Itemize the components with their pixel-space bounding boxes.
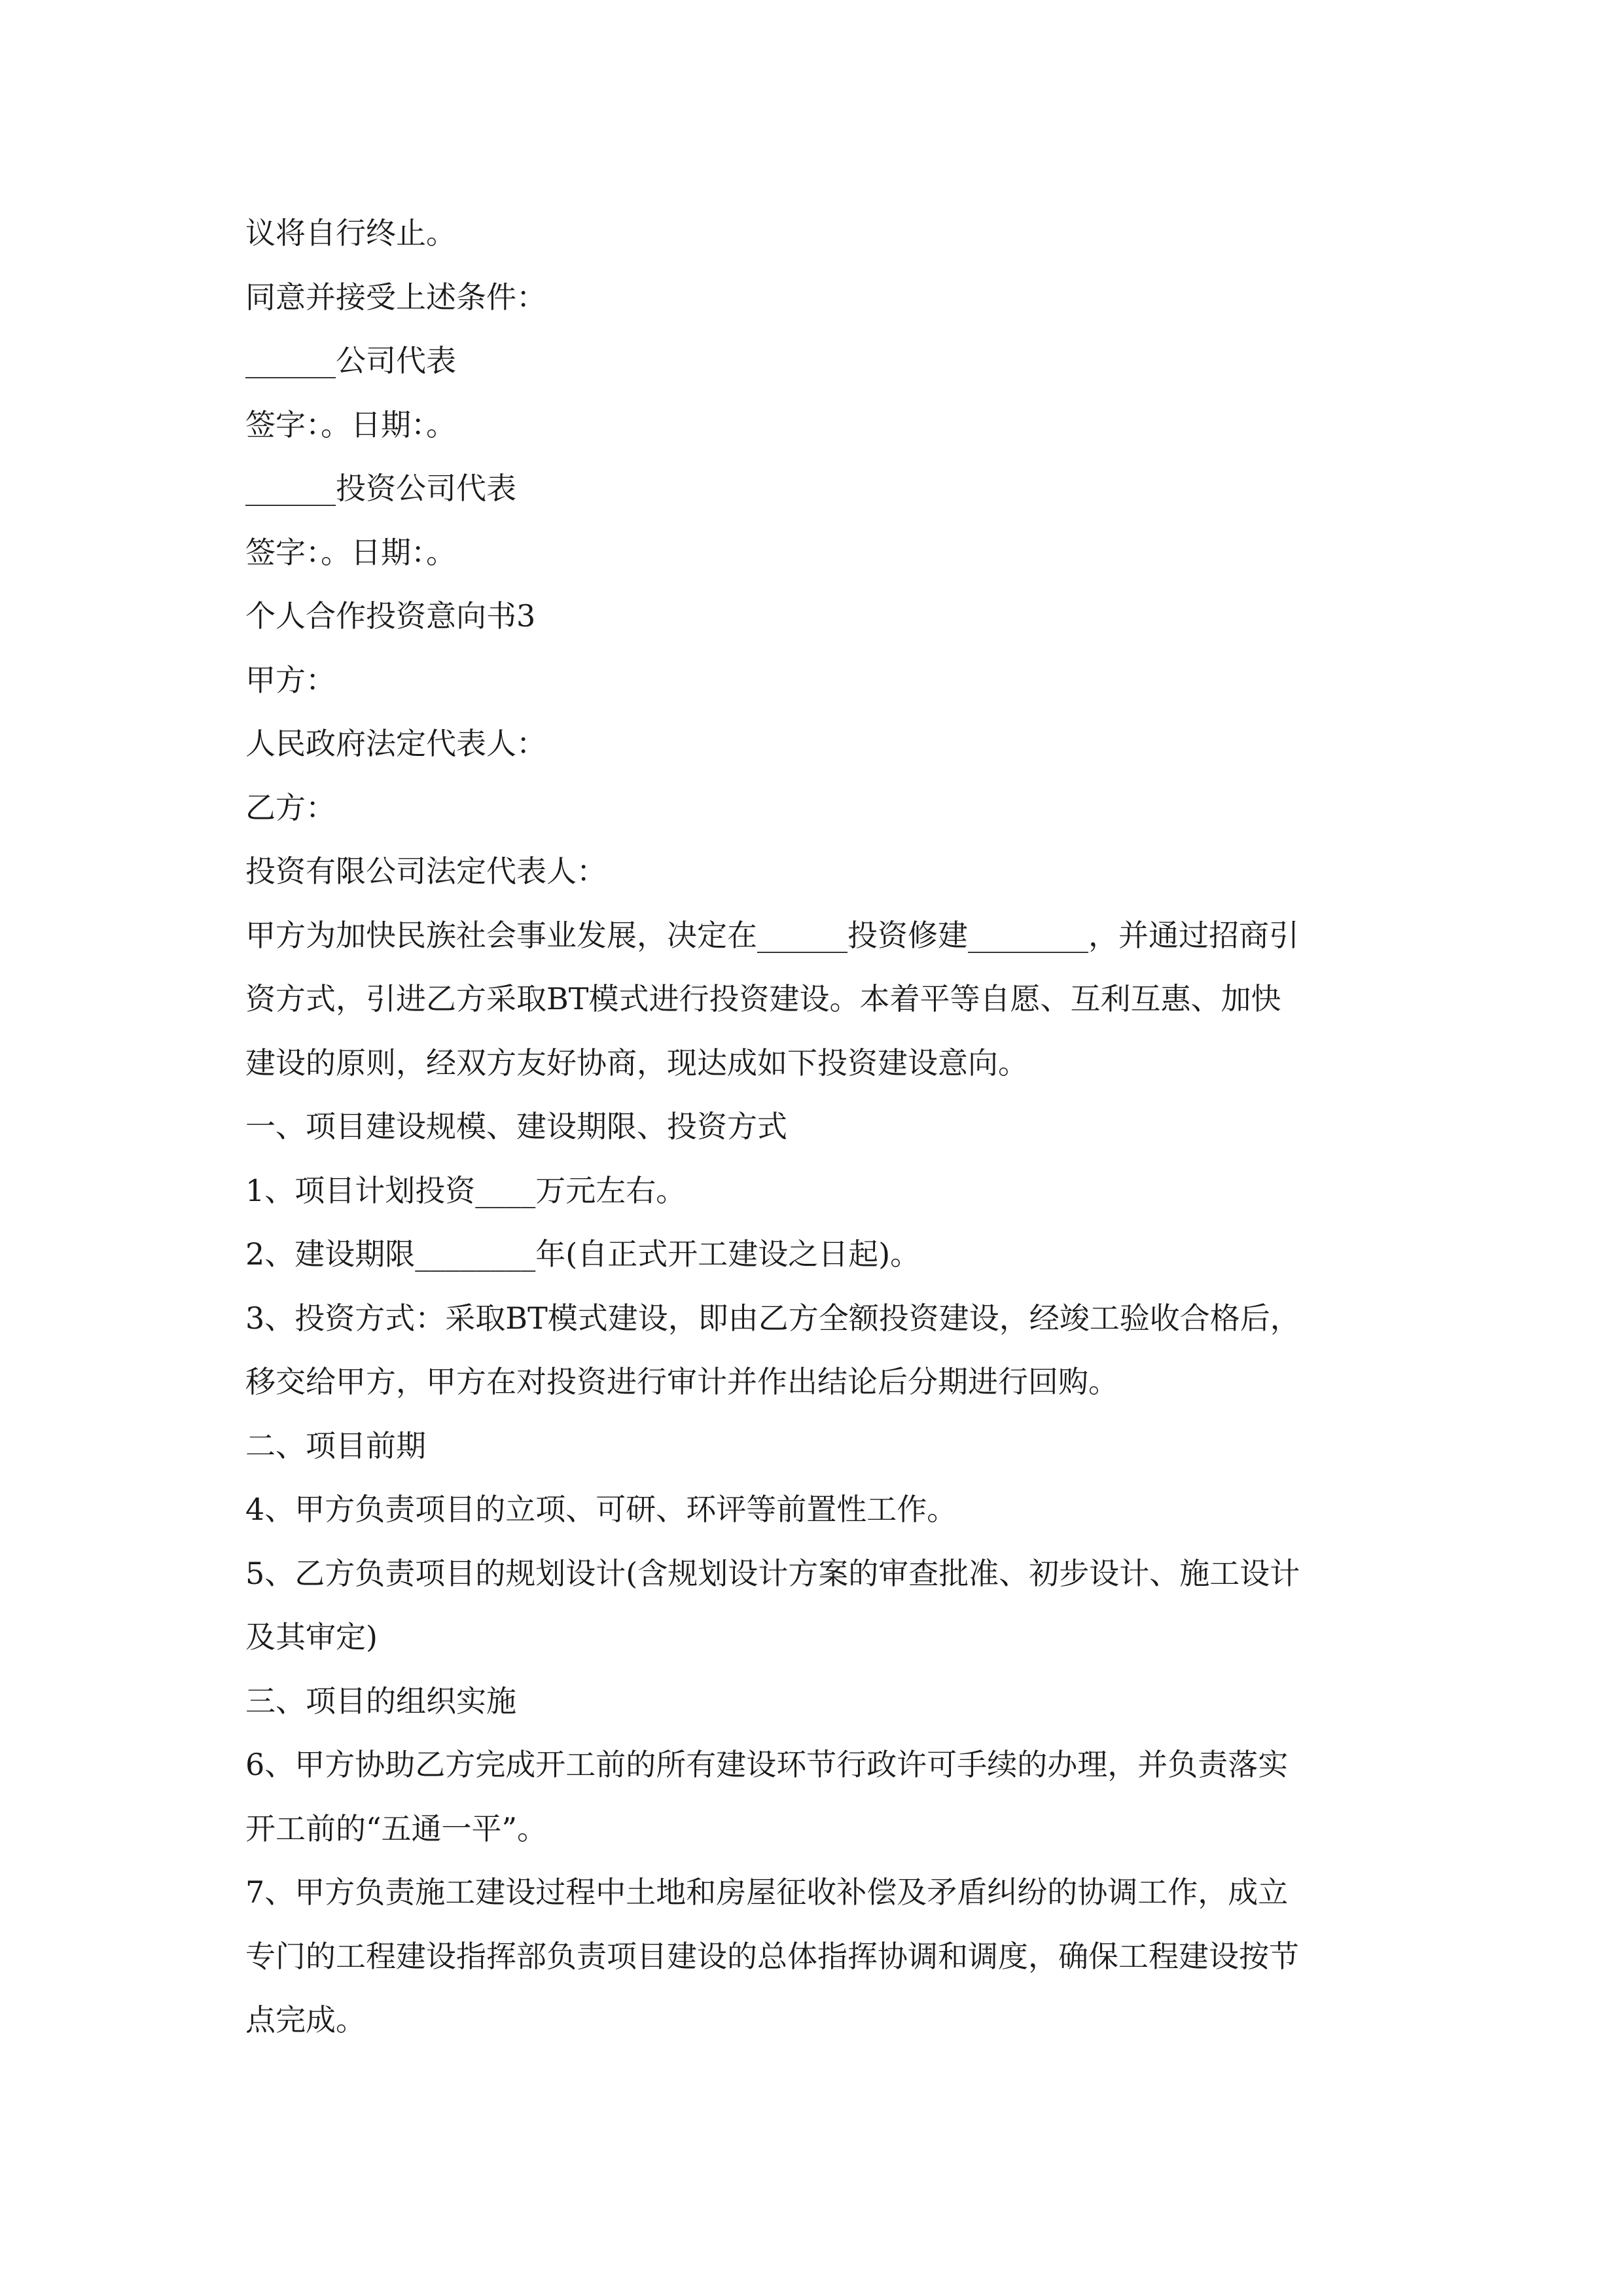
section-heading: 三、项目的组织实施: [245, 1683, 516, 1719]
text-line: 建设的原则，经双方友好协商，现达成如下投资建设意向。: [245, 1045, 1028, 1081]
text-line: 乙方：: [245, 789, 336, 825]
text-line: 4、甲方负责项目的立项、可研、环评等前置性工作。: [245, 1492, 957, 1527]
section-heading: 一、项目建设规模、建设期限、投资方式: [245, 1109, 787, 1144]
text-line: 3、投资方式：采取BT模式建设，即由乙方全额投资建设，经竣工验收合格后，: [245, 1300, 1300, 1336]
section-title: 个人合作投资意向书3: [245, 598, 536, 634]
text-line: 开工前的“五通一平”。: [245, 1810, 548, 1846]
text-line: 同意并接受上述条件：: [245, 279, 546, 315]
text-line: 2、建设期限________年(自正式开工建设之日起)。: [245, 1236, 921, 1272]
text-line: 议将自行终止。: [245, 215, 456, 251]
text-line: 1、项目计划投资____万元左右。: [245, 1172, 687, 1208]
text-line: 6、甲方协助乙方完成开工前的所有建设环节行政许可手续的办理，并负责落实: [245, 1747, 1289, 1782]
text-line: 7、甲方负责施工建设过程中土地和房屋征收补偿及矛盾纠纷的协调工作，成立: [245, 1874, 1289, 1910]
text-line: 甲方为加快民族社会事业发展，决定在______投资修建________，并通过招商引: [245, 917, 1299, 953]
text-line: 签字：。日期：。: [245, 406, 456, 442]
text-line: ______公司代表: [245, 343, 456, 378]
text-line: ______投资公司代表: [245, 471, 516, 506]
text-line: 投资有限公司法定代表人：: [245, 853, 607, 889]
text-line: 专门的工程建设指挥部负责项目建设的总体指挥协调和调度，确保工程建设按节: [245, 1938, 1299, 1974]
text-line: 人民政府法定代表人：: [245, 726, 546, 761]
document-body: [245, 202, 1397, 2053]
text-line: 及其审定): [245, 1619, 378, 1655]
text-line: 5、乙方负责项目的规划设计(含规划设计方案的审查批准、初步设计、施工设计: [245, 1555, 1300, 1591]
text-line: 甲方：: [245, 662, 336, 698]
text-line: 资方式，引进乙方采取BT模式进行投资建设。本着平等自愿、互利互惠、加快: [245, 981, 1281, 1016]
section-heading: 二、项目前期: [245, 1427, 426, 1463]
text-line: 签字：。日期：。: [245, 534, 456, 570]
text-line: 移交给甲方，甲方在对投资进行审计并作出结论后分期进行回购。: [245, 1364, 1118, 1399]
text-line: 点完成。: [245, 2002, 366, 2037]
